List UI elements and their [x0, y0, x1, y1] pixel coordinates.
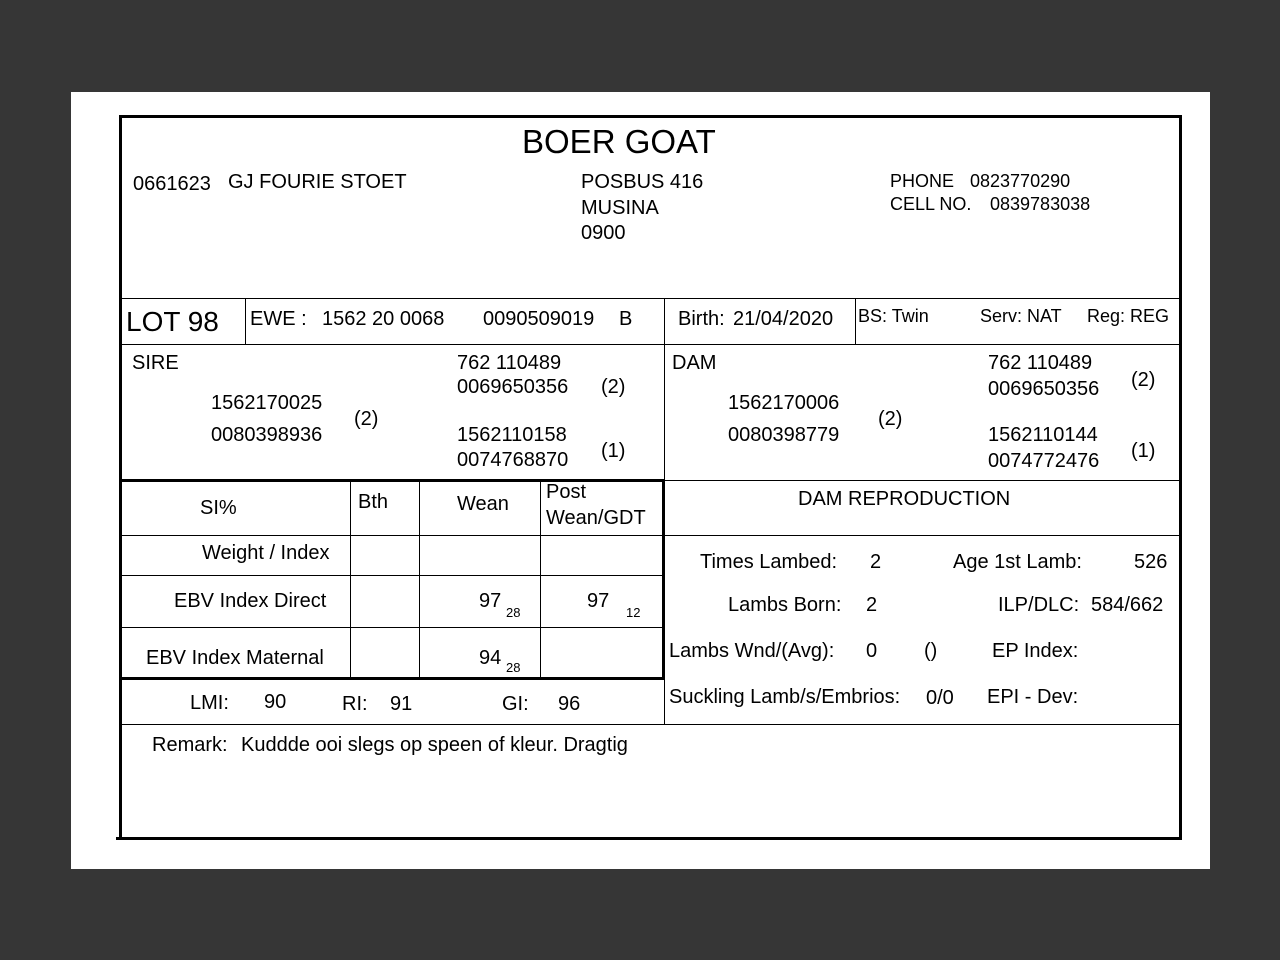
divider: [662, 480, 665, 679]
registration-type: Reg: REG: [1087, 306, 1170, 326]
divider: [120, 724, 1180, 725]
direct-wean-value: 97: [479, 590, 502, 612]
lambs-weaned-avg: (): [924, 640, 938, 662]
dam-count: (2): [878, 408, 903, 430]
suckling-label: Suckling Lamb/s/Embrios:: [669, 686, 901, 708]
remark-label: Remark:: [152, 734, 228, 756]
ewe-reg: 0090509019: [483, 308, 595, 330]
divider: [855, 298, 856, 344]
sire-dam-id: 1562110158: [457, 424, 567, 446]
row-label-direct: EBV Index Direct: [174, 590, 327, 612]
remark-text: Kuddde ooi slegs op speen of kleur. Dragtig: [241, 734, 628, 756]
ri-value: 91: [390, 693, 413, 715]
sire-reg: 0080398936: [211, 424, 323, 446]
age-first-lamb-label: Age 1st Lamb:: [953, 551, 1082, 573]
address-line: POSBUS 416: [581, 171, 704, 193]
divider: [350, 480, 351, 679]
sire-id: 1562170025: [211, 392, 323, 414]
birth-status: BS: Twin: [858, 306, 929, 326]
birth-date: 21/04/2020: [733, 308, 834, 330]
divider: [540, 480, 541, 679]
lmi-label: LMI:: [190, 692, 229, 714]
reproduction-header: DAM REPRODUCTION: [798, 488, 1011, 510]
border-top: [119, 115, 1182, 118]
dam-dam-reg: 0074772476: [988, 450, 1100, 472]
divider: [120, 344, 1180, 345]
column-header-post-gdt: Wean/GDT: [546, 507, 646, 529]
column-header-post: Post: [546, 481, 587, 503]
sire-sire-id: 762 110489: [457, 352, 562, 374]
lambs-born-label: Lambs Born:: [728, 594, 842, 616]
si-label: SI%: [200, 497, 237, 519]
divider: [120, 627, 664, 628]
column-header-wean: Wean: [457, 493, 509, 515]
ep-index-label: EP Index:: [992, 640, 1079, 662]
age-first-lamb-value: 526: [1134, 551, 1168, 573]
dam-reg: 0080398779: [728, 424, 840, 446]
sire-sire-reg: 0069650356: [457, 376, 569, 398]
lot-number: LOT 98: [126, 306, 219, 337]
column-header-bth: Bth: [358, 491, 389, 513]
sire-sire-count: (2): [601, 376, 626, 398]
divider: [120, 298, 1180, 299]
lambs-weaned-label: Lambs Wnd/(Avg):: [669, 640, 835, 662]
epi-dev-label: EPI - Dev:: [987, 686, 1079, 708]
dam-id: 1562170006: [728, 392, 840, 414]
times-lambed-label: Times Lambed:: [700, 551, 838, 573]
dam-sire-id: 762 110489: [988, 352, 1093, 374]
divider: [120, 677, 665, 680]
times-lambed-value: 2: [870, 551, 882, 573]
cell-label: CELL NO.: [890, 194, 972, 214]
lambs-born-value: 2: [866, 594, 878, 616]
cell-number: 0839783038: [990, 194, 1091, 214]
sire-count: (2): [354, 408, 379, 430]
divider: [419, 480, 420, 679]
birth-label: Birth:: [678, 308, 725, 330]
dam-label: DAM: [672, 352, 717, 374]
maternal-wean-value: 94: [479, 647, 502, 669]
row-label-weight: Weight / Index: [202, 542, 330, 564]
address-line: MUSINA: [581, 197, 659, 219]
border-right: [1179, 115, 1182, 840]
divider: [664, 480, 1180, 481]
divider: [120, 535, 1180, 536]
ewe-label: EWE :: [250, 308, 307, 330]
lmi-value: 90: [264, 691, 287, 713]
gi-value: 96: [558, 693, 581, 715]
ilp-dlc-value: 584/662: [1091, 594, 1164, 616]
sire-label: SIRE: [132, 352, 179, 374]
sire-dam-reg: 0074768870: [457, 449, 569, 471]
dam-sire-reg: 0069650356: [988, 378, 1100, 400]
service-type: Serv: NAT: [980, 306, 1062, 326]
dam-sire-count: (2): [1131, 369, 1156, 391]
border-bottom: [116, 837, 1182, 840]
breeder-code: 0661623: [133, 173, 211, 195]
direct-post-sub: 12: [626, 605, 641, 620]
divider: [245, 298, 246, 344]
sire-dam-count: (1): [601, 440, 626, 462]
direct-wean-sub: 28: [506, 605, 521, 620]
breeder-name: GJ FOURIE STOET: [228, 171, 407, 193]
gi-label: GI:: [502, 693, 529, 715]
phone-number: 0823770290: [970, 171, 1071, 191]
ewe-id: 1562 20 0068: [322, 308, 445, 330]
address-line: 0900: [581, 222, 626, 244]
dam-dam-id: 1562110144: [988, 424, 1098, 446]
ri-label: RI:: [342, 693, 368, 715]
ewe-grade: B: [619, 308, 633, 330]
suckling-value: 0/0: [926, 687, 954, 709]
divider: [120, 575, 664, 576]
row-label-maternal: EBV Index Maternal: [146, 647, 324, 669]
direct-post-value: 97: [587, 590, 610, 612]
lambs-weaned-value: 0: [866, 640, 878, 662]
ilp-dlc-label: ILP/DLC:: [998, 594, 1080, 616]
maternal-wean-sub: 28: [506, 660, 521, 675]
border-left: [119, 115, 122, 840]
dam-dam-count: (1): [1131, 440, 1156, 462]
page-title: BOER GOAT: [522, 123, 716, 160]
phone-label: PHONE: [890, 171, 955, 191]
